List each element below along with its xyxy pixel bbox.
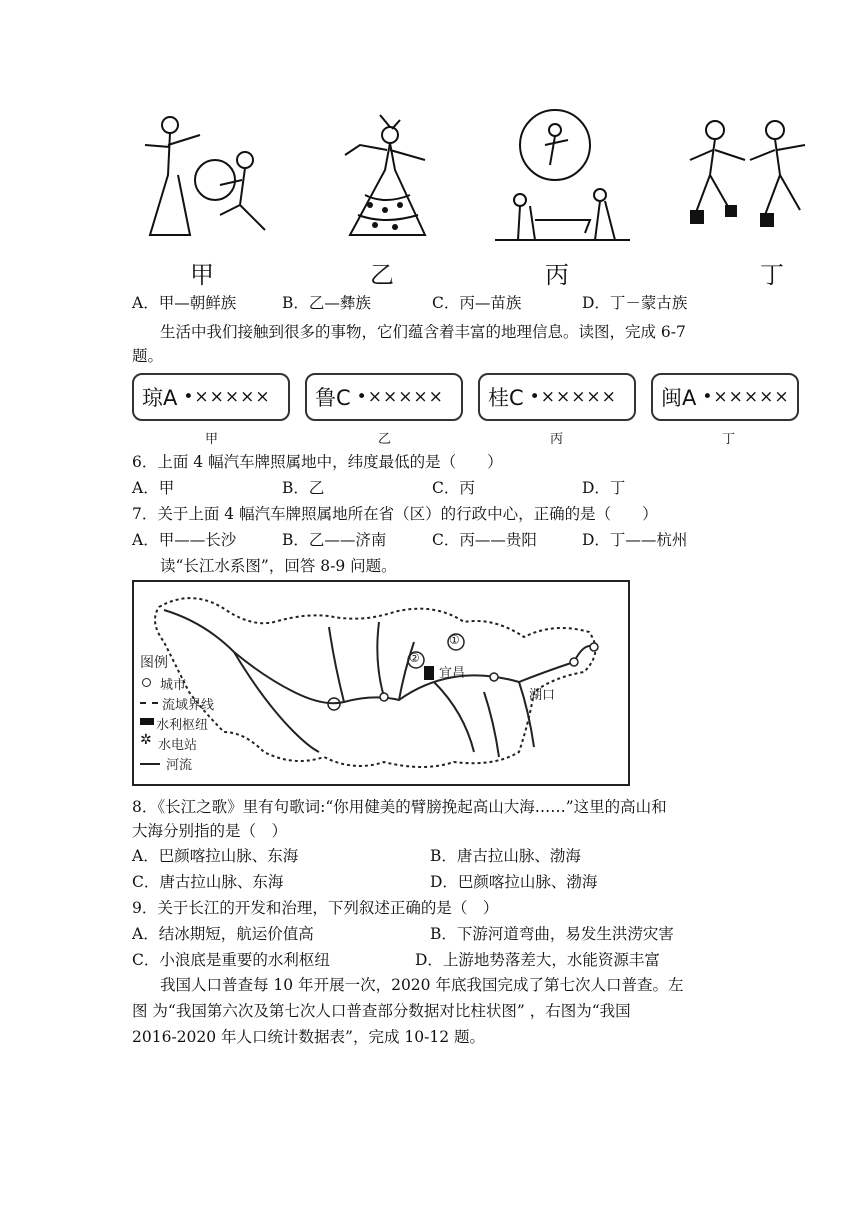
q7-option-c: C．丙——贵阳: [432, 531, 537, 549]
q7-stem: 7．关于上面 4 幅汽车牌照属地所在省（区）的行政中心，正确的是（ ）: [132, 505, 658, 523]
q8-option-d: D．巴颜喀拉山脉、渤海: [430, 873, 598, 891]
q9-option-d: D．上游地势落差大，水能资源丰富: [415, 951, 660, 969]
legend-item-boundary: 流域界线: [140, 692, 240, 712]
figure-label-bing: 丙: [545, 261, 569, 289]
legend-title: 图例: [140, 655, 168, 671]
q5-option-c: C．丙—苗族: [432, 294, 522, 312]
water-project-marker: [424, 666, 434, 680]
q8-option-b: B．唐古拉山脉、渤海: [430, 847, 581, 865]
dancer-illustration-yi: [330, 105, 480, 245]
yangtze-river-map: [132, 580, 630, 786]
intro-10-12-line3: 2016-2020 年人口统计数据表”，完成 10-12 题。: [132, 1028, 486, 1046]
q7-option-d: D．丁——杭州: [582, 531, 688, 549]
city-hukou: [570, 658, 578, 666]
intro-10-12-line2: 图 为“我国第六次及第七次人口普查部分数据对比柱状图” ，右图为“我国: [132, 1002, 631, 1020]
q8-stem-line2: 大海分别指的是（ ）: [132, 822, 288, 840]
q6-option-a: A．甲: [132, 479, 175, 497]
license-plate-ding: [651, 373, 799, 421]
plate-number: •×××××: [183, 387, 271, 407]
q8-stem-line1: 8．《长江之歌》里有句歌词:“你用健美的臂膀挽起高山大海……”这里的高山和: [132, 798, 667, 816]
legend-item-river: 河流: [140, 752, 240, 772]
plate-label-bing: 丙: [550, 432, 564, 447]
q9-option-a: A．结冰期短，航运价值高: [132, 925, 314, 943]
q9-option-c: C．小浪底是重要的水利枢纽: [132, 951, 330, 969]
city-label-yichang: 宜昌: [439, 666, 466, 681]
river-line-icon: [140, 763, 160, 765]
figure-label-yi: 乙: [370, 261, 394, 289]
plate-number: •×××××: [702, 387, 790, 407]
plate-prefix: 桂C: [488, 386, 524, 410]
city-marker: [590, 643, 598, 651]
hydropower-station-icon: ✲: [140, 732, 152, 748]
q6-option-d: D．丁: [582, 479, 626, 497]
figure-label-ding: 丁: [760, 261, 784, 289]
intro-6-7-line2: 题。: [132, 347, 164, 365]
dancer-illustration-ding: [670, 105, 820, 245]
legend-item-hydropower: ✲ 水电站: [140, 732, 198, 753]
q8-option-c: C．唐古拉山脉、东海: [132, 873, 284, 891]
plate-prefix: 琼A: [142, 386, 178, 410]
plate-prefix: 鲁C: [315, 386, 351, 410]
q9-stem: 9．关于长江的开发和治理，下列叙述正确的是（ ）: [132, 899, 499, 917]
intro-8-9: 读“长江水系图”，回答 8-9 问题。: [160, 557, 397, 575]
map-legend: [140, 652, 240, 772]
q6-stem: 6．上面 4 幅汽车牌照属地中，纬度最低的是（ ）: [132, 453, 503, 471]
water-project-icon: [140, 718, 154, 725]
plate-number: •×××××: [356, 387, 444, 407]
plate-number: •×××××: [529, 387, 617, 407]
q5-option-d: D．丁－蒙古族: [582, 294, 688, 312]
q7-option-b: B．乙——济南: [282, 531, 387, 549]
dancer-illustration-bing: [490, 105, 640, 245]
q6-option-b: B．乙: [282, 479, 325, 497]
city-marker: [490, 673, 498, 681]
intro-10-12-line1: 我国人口普查每 10 年开展一次，2020 年底我国完成了第七次人口普查。左: [160, 976, 684, 994]
q7-option-a: A．甲——长沙: [132, 531, 237, 549]
figure-label-jia: 甲: [190, 261, 214, 289]
dancer-illustration-jia: [130, 105, 280, 245]
city-label-hukou: 湖口: [529, 688, 556, 703]
plate-label-jia: 甲: [205, 432, 219, 447]
plate-label-yi: 乙: [378, 432, 392, 447]
license-plate-yi: [305, 373, 463, 421]
boundary-line-icon: [140, 702, 158, 704]
q5-option-a: A．甲—朝鲜族: [132, 294, 237, 312]
legend-item-water-project: 水利枢纽: [140, 712, 240, 732]
city-icon: [142, 678, 151, 687]
q5-option-b: B．乙—彝族: [282, 294, 371, 312]
mark-1: ①: [449, 633, 460, 647]
q9-option-b: B．下游河道弯曲，易发生洪涝灾害: [430, 925, 674, 943]
legend-item-city: 城市: [140, 672, 240, 692]
license-plate-bing: [478, 373, 636, 421]
plate-label-ding: 丁: [722, 432, 736, 447]
q8-option-a: A．巴颜喀拉山脉、东海: [132, 847, 299, 865]
mark-2: ②: [409, 651, 420, 665]
plate-prefix: 闽A: [661, 386, 697, 410]
license-plate-jia: [132, 373, 290, 421]
city-marker: [380, 693, 388, 701]
intro-6-7-line1: 生活中我们接触到很多的事物，它们蕴含着丰富的地理信息。读图，完成 6-7: [160, 323, 686, 341]
q6-option-c: C．丙: [432, 479, 475, 497]
